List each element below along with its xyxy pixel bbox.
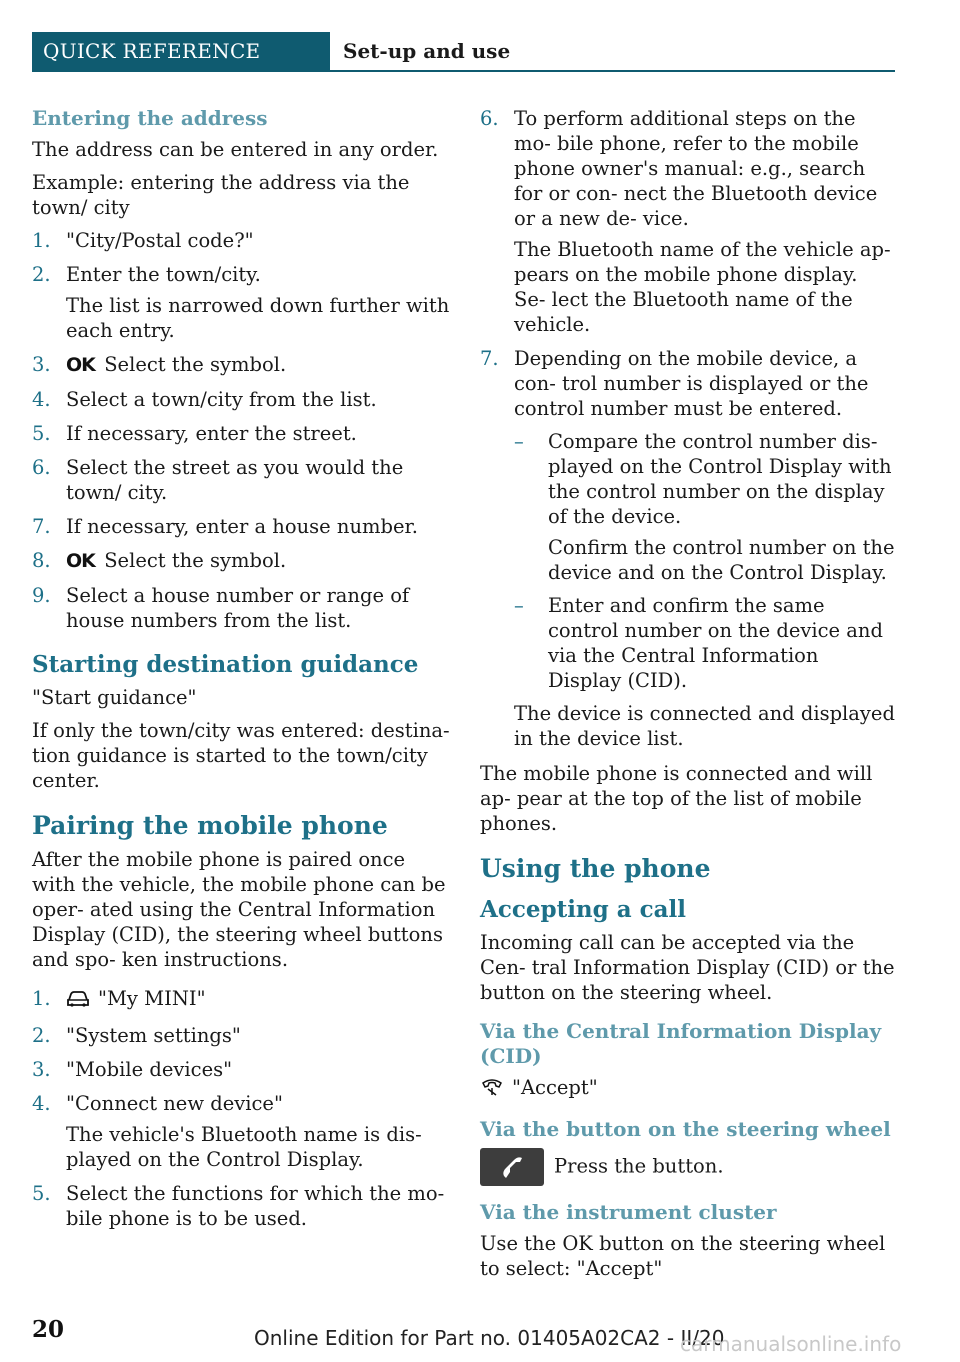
page-number: 20 <box>32 1316 65 1343</box>
paragraph: Incoming call can be accepted via the Cen- tral Information Display (CID) or the button on the steering wheel. <box>480 931 895 1004</box>
entering-address-heading: Entering the address <box>32 106 268 130</box>
pairing-steps <box>32 986 450 1231</box>
watermark: carmanualsonline.info <box>680 1332 902 1356</box>
ok-icon: OK <box>66 550 95 572</box>
list-item: 3. "Mobile devices" <box>32 1058 233 1081</box>
edition-text: Online Edition for Part no. 01405A02CA2 - II/20 <box>254 1326 725 1350</box>
accept-line: "Accept" <box>480 1075 895 1103</box>
accepting-call-heading: Accepting a call <box>480 896 687 923</box>
list-item: 5. Select the functions for which the mo- bile phone is to be used. <box>32 1182 445 1230</box>
pairing-heading: Pairing the mobile phone <box>32 811 388 840</box>
paragraph: The mobile phone is connected and will ap- pear at the top of the list of mobile phones. <box>480 762 873 835</box>
paragraph: After the mobile phone is paired once with the vehicle, the mobile phone can be oper- ated using the Central Information Display (CID), the steering wheel buttons and spo- ken instructions. <box>32 848 446 971</box>
press-line: Press the button. <box>480 1148 895 1186</box>
list-item: 2. Enter the town/city. The list is narrowed down further with each entry. <box>32 263 450 342</box>
phone-handset-icon <box>480 1077 504 1103</box>
list-item: 7. If necessary, enter a house number. <box>32 515 418 538</box>
page-header <box>32 32 895 72</box>
car-icon <box>66 989 90 1014</box>
phone-button-icon <box>480 1148 544 1186</box>
list-item: 6. Select the street as you would the town/ city. <box>32 456 404 504</box>
paragraph: The address can be entered in any order. <box>32 138 439 161</box>
paragraph: If only the town/city was entered: destina- tion guidance is started to the town/city center. <box>32 719 450 792</box>
list-item: 7. Depending on the mobile device, a con- trol number is displayed or the control number must be entered. – Compare the control number dis- played on the Control Display with the control number on the display of the device. Confirm the control number on the device and on the Control Display. – Enter and confirm the same control number on the device and via the Central Information Display (CID). The device is connected and displayed in the device list. <box>480 347 895 750</box>
list-item: 4. "Connect new device" The vehicle's Bluetooth name is dis- played on the Control Display. <box>32 1092 422 1171</box>
pairing-steps-continued <box>480 106 895 751</box>
list-item: 3. OK Select the symbol. <box>32 353 287 376</box>
list-item: 2. "System settings" <box>32 1024 241 1047</box>
paragraph: Use the OK button on the steering wheel to select: "Accept" <box>480 1232 886 1280</box>
list-item: 9. Select a house number or range of house numbers from the list. <box>32 584 410 632</box>
guidance-heading: Starting destination guidance <box>32 651 419 678</box>
ok-icon: OK <box>66 354 95 376</box>
list-item: 8. OK Select the symbol. <box>32 549 287 572</box>
section-title: Set-up and use <box>343 39 511 63</box>
address-steps <box>32 228 450 633</box>
via-button-heading: Via the button on the steering wheel <box>480 1117 891 1141</box>
list-item: 4. Select a town/city from the list. <box>32 388 377 411</box>
right-column <box>480 106 895 1289</box>
via-cid-heading: Via the Central Information Display (CID) <box>480 1019 882 1068</box>
left-column <box>32 106 450 1241</box>
paragraph: "Start guidance" <box>32 686 197 709</box>
using-phone-heading: Using the phone <box>480 854 711 883</box>
via-cluster-heading: Via the instrument cluster <box>480 1200 777 1224</box>
list-item: 1. "City/Postal code?" <box>32 229 254 252</box>
dash-list <box>514 429 895 693</box>
list-item: 6. To perform additional steps on the mo- bile phone, refer to the mobile phone owner's manual: e.g., search for or con- nect the Bluetooth device or a new de- vice. The Bluetooth name of the vehicle ap- pears on the mobile phone display. Se- lect the Bluetooth name of the vehicle. <box>480 107 891 336</box>
list-item: – Enter and confirm the same control number on the device and via the Central Information Display (CID). <box>514 594 883 692</box>
list-item: – Compare the control number dis- played on the Control Display with the control number on the display of the device. Confirm the control number on the device and on the Control Display. <box>514 430 895 584</box>
list-item: 5. If necessary, enter the street. <box>32 422 357 445</box>
list-item: 1. "My MINI" <box>32 986 450 1014</box>
paragraph: Example: entering the address via the town/ city <box>32 171 410 219</box>
section-tab: QUICK REFERENCE <box>32 32 330 70</box>
